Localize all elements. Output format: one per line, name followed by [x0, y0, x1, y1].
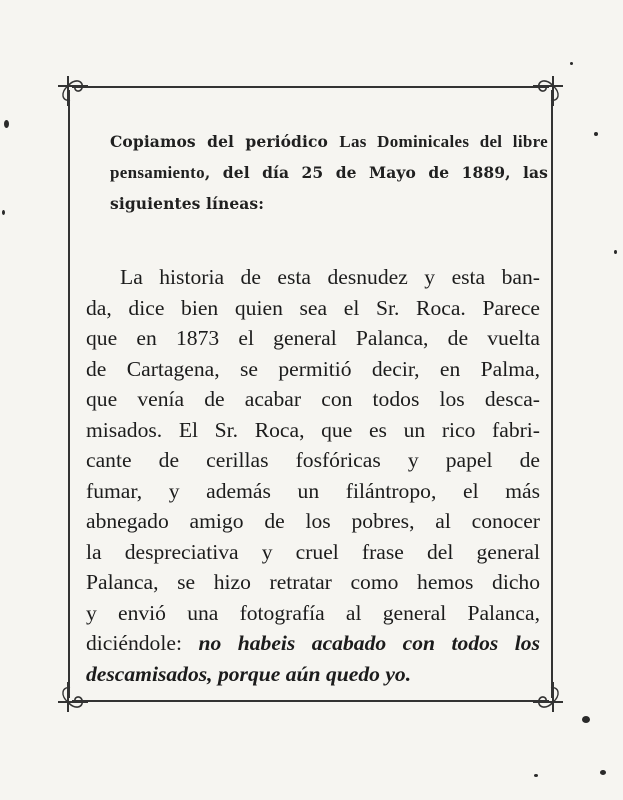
text-line: fumar, y además un filántropo, el más	[86, 478, 540, 503]
text-line: que venía de acabar con todos los desca-	[86, 387, 540, 411]
text-line: La historia de esta desnudez y esta ban-	[120, 265, 540, 289]
text-line: de Cartagena, se permitió decir, en Palma,	[86, 356, 540, 381]
frame-bottom-rule	[72, 700, 549, 702]
corner-ornament-icon	[56, 680, 90, 714]
text-line	[86, 659, 540, 690]
text-line-start: diciéndole:	[86, 631, 199, 655]
ink-speck	[534, 774, 538, 777]
italic-quote: no habeis acabado con todos los	[198, 631, 541, 655]
quoted-passage	[86, 262, 540, 689]
intro-paragraph	[110, 126, 548, 219]
text-line: cante de cerillas fosfóricas y papel de	[86, 448, 540, 472]
corner-ornament-icon	[531, 74, 565, 108]
text-line: da, dice bien quien sea el Sr. Roca. Parece	[86, 295, 540, 320]
text-line: abnegado amigo de los pobres, al conocer	[86, 509, 540, 533]
text-line: misados. El Sr. Roca, que es un rico fabri-	[86, 417, 540, 442]
ink-speck	[600, 770, 606, 775]
periodical-title: Las Dominicales del libre pensamiento	[110, 132, 548, 182]
frame-right-rule	[551, 90, 553, 698]
intro-text-start: Copiamos del periódico	[110, 132, 340, 151]
ink-speck	[4, 120, 9, 128]
text-line	[86, 628, 540, 659]
text-line: la despreciativa y cruel frase del general	[86, 539, 540, 564]
intro-text-end: , del día 25 de Mayo de 1889, las siguientes líneas:	[110, 163, 548, 213]
ink-speck	[570, 62, 573, 65]
frame-top-rule	[72, 86, 549, 88]
text-line: Palanca, se hizo retratar como hemos dicho	[86, 570, 540, 594]
ink-speck	[614, 250, 617, 254]
text-line: y envió una fotografía al general Palanca,	[86, 600, 540, 625]
ink-speck	[2, 210, 5, 215]
ink-speck	[582, 716, 590, 723]
text-line: que en 1873 el general Palanca, de vuelta	[86, 326, 540, 350]
ink-speck	[594, 132, 598, 136]
italic-quote: descamisados, porque aún quedo yo.	[86, 661, 412, 686]
frame-left-rule	[68, 90, 70, 698]
corner-ornament-icon	[56, 74, 90, 108]
